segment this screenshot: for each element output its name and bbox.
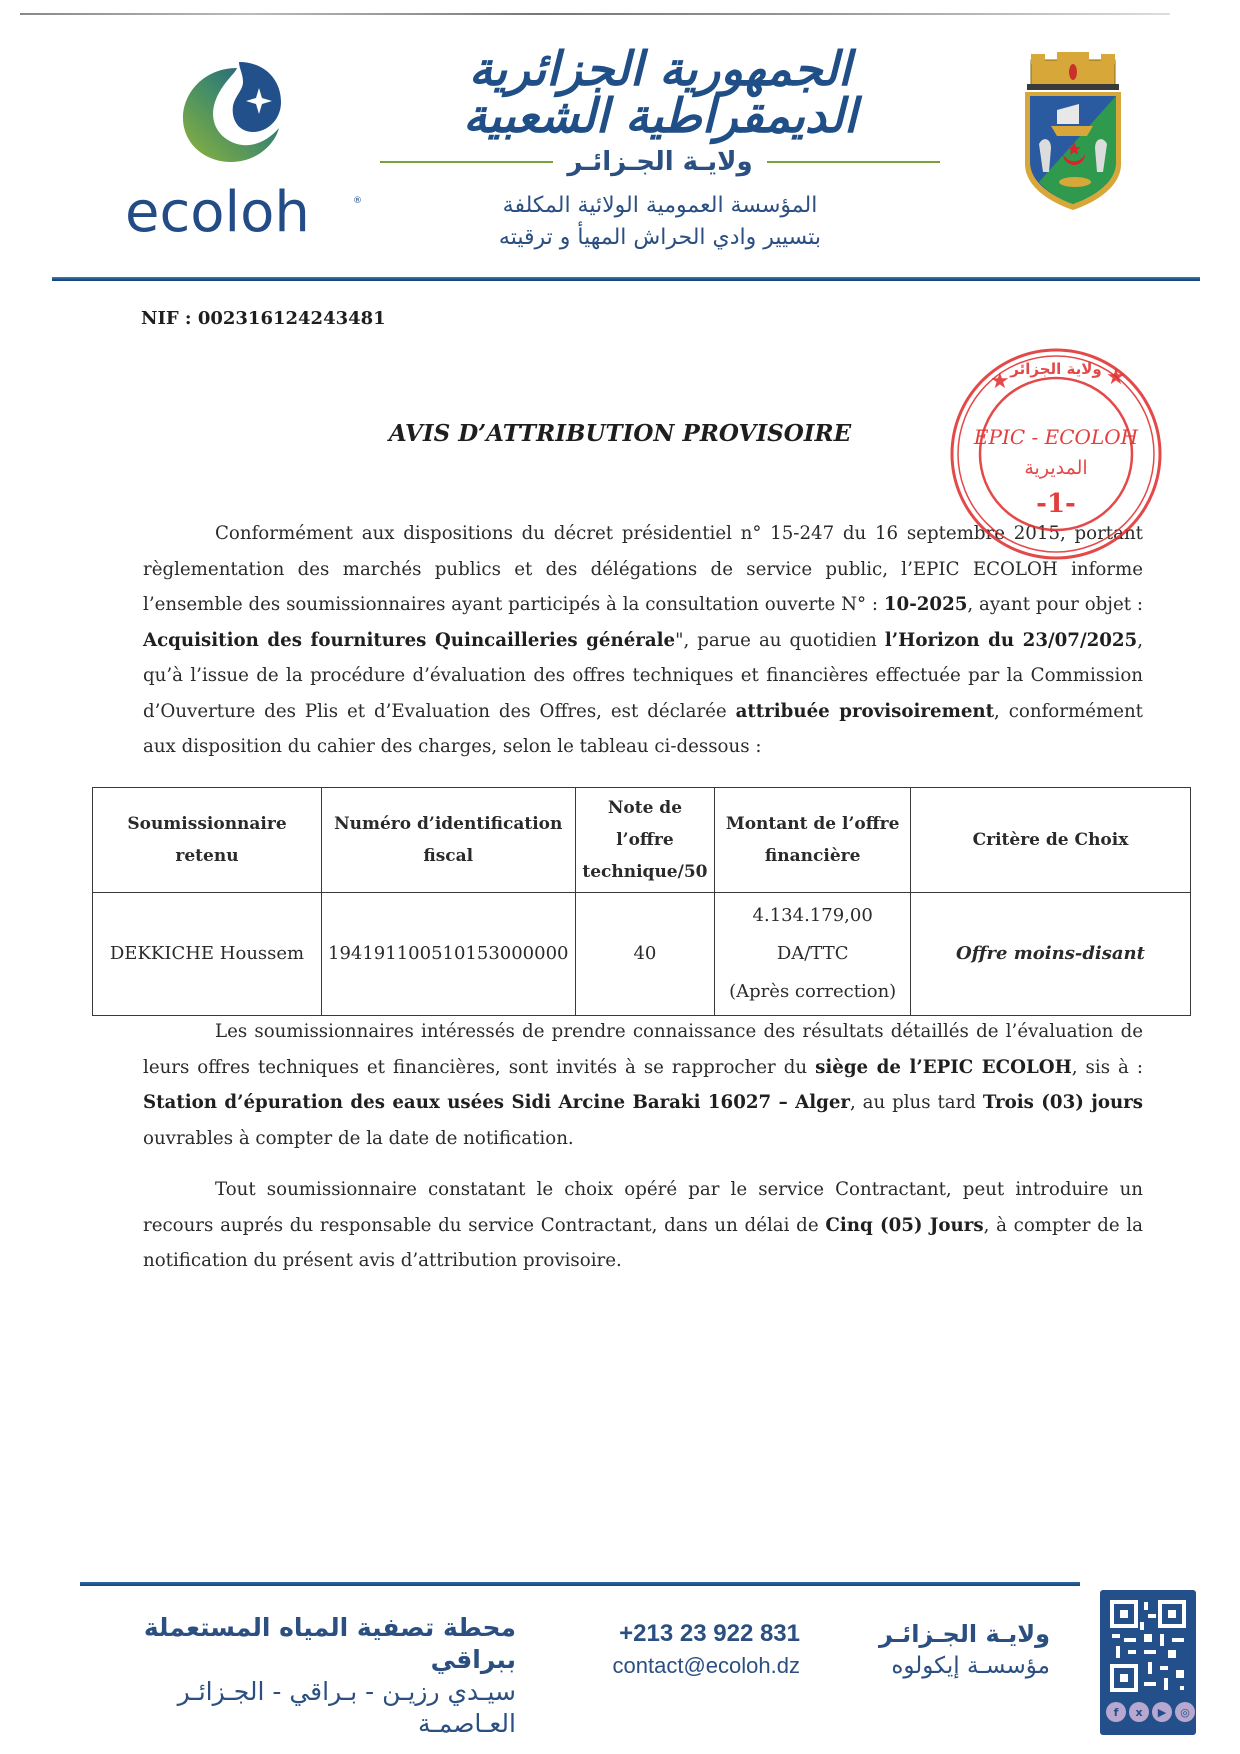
appeal-deadline: Cinq (05) Jours <box>825 1214 984 1236</box>
algiers-crest-icon <box>1017 52 1129 212</box>
scan-artifact-line <box>20 13 1170 15</box>
social-links <box>1106 1702 1195 1722</box>
col-header-bidder: Soumissionnaire retenu <box>93 788 322 893</box>
divider <box>767 161 940 163</box>
award-table <box>92 787 1191 1016</box>
consultation-object: Acquisition des fournitures Quincailleries générale <box>143 629 676 651</box>
footer-divider <box>80 1582 1080 1586</box>
footer-org <box>860 1618 1050 1682</box>
col-header-technical-score: Note de l’offre technique/50 <box>575 788 715 893</box>
headquarters-address: Station d’épuration des eaux usées Sidi Arcine Baraki 16027 – Alger <box>143 1092 850 1113</box>
wilaya-row <box>380 144 940 180</box>
divider <box>380 161 553 163</box>
consultation-number: 10-2025 <box>883 594 968 615</box>
table-header-row <box>93 788 1191 893</box>
financial-amount-cell <box>715 893 911 1016</box>
youtube-icon[interactable]: ▶ <box>1152 1702 1172 1722</box>
qr-code-panel[interactable] <box>1100 1590 1196 1735</box>
stamp-wilaya-text: ولاية الجزائر <box>1010 360 1102 378</box>
appeal-paragraph: Tout soumissionnaire constatant le choix opéré par le service Contractant, peut introduire un recours auprés du responsable du service Contractant, dans un délai de Cinq (05) Jours, à compter de la notification du présent avis d’attribution provisoire. <box>143 1179 1144 1271</box>
publication-reference: l’Horizon du 23/07/2025 <box>884 629 1138 651</box>
republic-title: الجمهورية الجزائرية الديمقراطية الشعبية <box>463 42 857 144</box>
footer-org-line1: ولايـة الجـزائـر <box>879 1620 1050 1648</box>
headquarters-label: siège de l’EPIC ECOLOH <box>815 1056 1072 1078</box>
stamp-direction-text: المديرية <box>1024 457 1088 479</box>
footer-address-line2: سيـدي رزيـن - بـراقي - الجـزائـر العـاصمـة <box>177 1677 516 1738</box>
instagram-icon[interactable]: ◎ <box>1175 1702 1195 1722</box>
intro-paragraph: Conformément aux dispositions du décret présidentiel n° 15-247 du 16 septembre 2015, portant règlementation des marchés publics et des délégations de service public, l’EPIC ECOLOH informe l’ensemble des soumissionnaires ayant participés à la consultation ouverte N° : 10-2025, ayant pour objet : Acquisition des fournitures Quincailleries générale", parue au quotidien l’Horizon du 23/07/2025, qu’à l’issue de la procédure d’évaluation des offres techniques et financières effectuée par la Commission d’Ouverture des Plis et d’Evaluation des Offres, est déclarée attribuée provisoirement, conformément aux disposition du cahier des charges, selon le tableau ci-dessous : <box>143 523 1144 757</box>
bidder-name: DEKKICHE Houssem <box>93 893 322 1016</box>
header-divider <box>52 277 1200 281</box>
svg-text:★: ★ <box>990 369 1010 394</box>
qr-code-icon <box>1108 1598 1188 1694</box>
org-name-line2: بتسيير وادي الحراش المهيأ و ترقيته <box>498 225 822 250</box>
registered-mark: ® <box>353 196 362 206</box>
facebook-icon[interactable]: f <box>1106 1702 1126 1722</box>
selection-criteria: Offre moins-disant <box>910 893 1190 1016</box>
consultation-deadline: Trois (03) jours <box>982 1092 1143 1113</box>
svg-text:★: ★ <box>1106 365 1126 390</box>
footer-phone[interactable]: +213 23 922 831 <box>619 1620 800 1647</box>
award-status: attribuée provisoirement <box>735 700 995 722</box>
wilaya-label: ولايـة الجـزائـر <box>567 147 753 177</box>
technical-score: 40 <box>575 893 715 1016</box>
ecoloh-logo <box>120 48 362 245</box>
consultation-paragraph: Les soumissionnaires intéressés de prendre connaissance des résultats détaillés de l’évaluation de leurs offres techniques et financières, sont invités à se rapprocher du siège de l’EPIC ECOLOH, sis à : Station d’épuration des eaux usées Sidi Arcine Baraki 16027 – Alger, au plus tard Trois (03) jours ouvrables à compter de la date de notification. <box>143 1021 1143 1149</box>
footer-address-line1: محطة تصفية المياه المستعملة ببراقي <box>143 1613 516 1674</box>
table-row <box>93 893 1191 1016</box>
org-name-line1: المؤسسة العمومية الولائية المكلفة <box>502 193 818 218</box>
footer-email[interactable]: contact@ecoloh.dz <box>612 1653 800 1678</box>
col-header-selection-criteria: Critère de Choix <box>910 788 1190 893</box>
financial-amount: 4.134.179,00 DA/TTC <box>752 905 873 964</box>
company-nif: NIF : 002316124243481 <box>141 308 386 329</box>
logo-wordmark: ecoloh <box>125 180 310 245</box>
col-header-tax-id: Numéro d’identification fiscal <box>322 788 576 893</box>
document-title: AVIS D’ATTRIBUTION PROVISOIRE <box>388 420 852 447</box>
stamp-center-text: EPIC - ECOLOH <box>973 425 1139 449</box>
financial-amount-note: (Après correction) <box>729 981 897 1002</box>
footer-address <box>96 1612 516 1740</box>
ecoloh-drop-icon <box>177 56 287 166</box>
bidder-tax-id: 194191100510153000000 <box>322 893 576 1016</box>
footer-org-line2: مؤسسـة إيكولوه <box>891 1653 1050 1679</box>
stamp-number: -1- <box>1036 489 1076 519</box>
col-header-financial-amount: Montant de l’offre financière <box>715 788 911 893</box>
footer-contact <box>580 1618 800 1682</box>
x-twitter-icon[interactable]: x <box>1129 1702 1149 1722</box>
